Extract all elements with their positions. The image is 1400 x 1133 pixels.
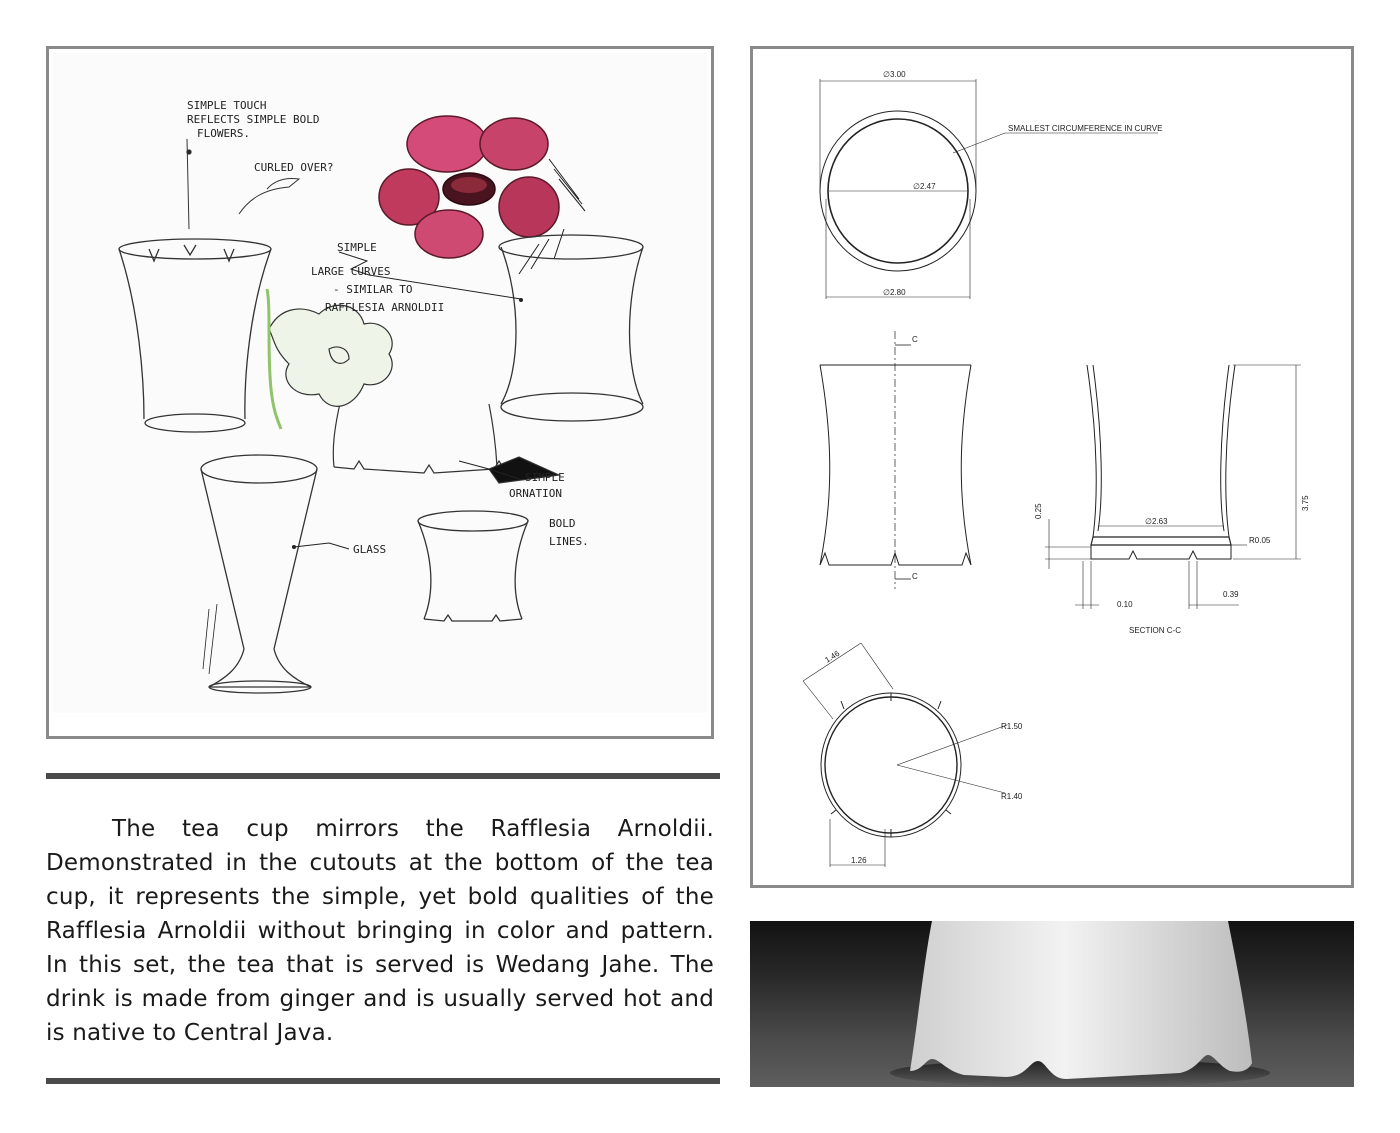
note-large-curves-2: LARGE CURVES — [311, 265, 391, 278]
note-glass: GLASS — [353, 543, 387, 556]
description-paragraph: The tea cup mirrors the Rafflesia Arnoldii. Demonstrated in the cutouts at the bottom of the tea cup, it represents the simple, yet bold qualities of the Rafflesia Arnoldii without bringing in color and pattern. In this set, the tea that is served is Wedang Jahe. The drink is made from ginger and is usually served hot and is native to Central Java. — [46, 816, 714, 1046]
note-simple-touch-2: REFLECTS SIMPLE BOLD — [187, 113, 320, 126]
divider-bottom — [46, 1078, 720, 1084]
dim-section-base: ∅2.63 — [1145, 517, 1168, 526]
note-large-curves-4: RAFFLESIA ARNOLDII — [325, 301, 445, 314]
dim-section-height: 3.75 — [1301, 495, 1310, 511]
dim-top-base: ∅2.80 — [883, 288, 906, 297]
cup-photo-render — [750, 921, 1354, 1087]
dim-top-inner: ∅2.47 — [913, 182, 936, 191]
note-large-curves-3: - SIMILAR TO — [333, 283, 413, 296]
dim-bottom-r-inner: R1.40 — [1001, 792, 1023, 801]
dim-bottom-r-outer: R1.50 — [1001, 722, 1023, 731]
dim-section-wall: 0.25 — [1034, 503, 1043, 519]
dim-top-outer: ∅3.00 — [883, 70, 906, 79]
dim-bottom-chord-top: 1.46 — [823, 648, 842, 665]
technical-drawing-panel — [750, 46, 1354, 888]
top-view — [820, 79, 1158, 299]
technical-drawing — [753, 49, 1351, 885]
section-mark-top: C — [912, 335, 918, 344]
dim-section-cutout: 0.39 — [1223, 590, 1239, 599]
dim-bottom-chord-bottom: 1.26 — [851, 856, 867, 865]
note-simple-touch-3: FLOWERS. — [197, 127, 250, 140]
cup-sketch — [49, 49, 711, 736]
bottom-view — [803, 643, 1007, 867]
dim-section-foot: 0.10 — [1117, 600, 1133, 609]
note-large-curves-1: SIMPLE — [337, 241, 377, 254]
note-bold-lines-2: LINES. — [549, 535, 589, 548]
cup-photo — [750, 921, 1354, 1087]
note-curled-over: CURLED OVER? — [254, 161, 334, 174]
dim-section-radius: R0.05 — [1249, 536, 1271, 545]
note-bold-lines-1: BOLD — [549, 517, 576, 530]
section-view — [1045, 365, 1301, 609]
note-ornation-1: SIMPLE — [525, 471, 565, 484]
note-smallest-circumference: SMALLEST CIRCUMFERENCE IN CURVE — [1008, 124, 1163, 133]
front-view — [820, 331, 971, 589]
sketch-panel — [46, 46, 714, 739]
note-simple-touch-1: SIMPLE TOUCH — [187, 99, 267, 112]
divider-top — [46, 773, 720, 779]
section-title: SECTION C-C — [1129, 626, 1181, 635]
note-ornation-2: ORNATION — [509, 487, 562, 500]
section-mark-bottom: C — [912, 572, 918, 581]
